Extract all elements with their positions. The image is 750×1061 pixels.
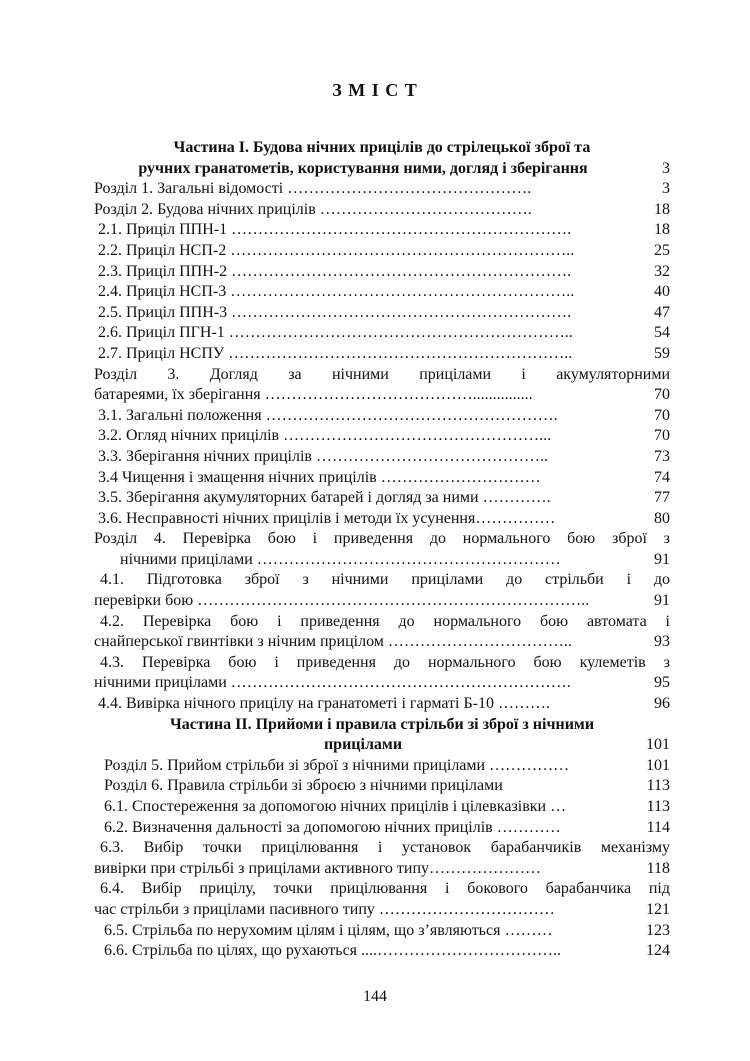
toc-entry-page: 101 <box>646 756 670 774</box>
toc-entry <box>94 220 670 241</box>
s64-page: 121 <box>646 900 670 918</box>
toc-entry-text: 3.2. Огляд нічних прицілів …………………………………………... <box>98 427 552 445</box>
toc-entry-page: 74 <box>654 468 670 486</box>
toc-entry-page: 25 <box>654 241 670 259</box>
toc-entry-text: 6.1. Спостереження за допомогою нічних прицілів і цілевказівки … <box>104 798 567 815</box>
s42-line1: 4.2. Перевірка бою і приведення до нормального бою автомата і <box>100 612 670 630</box>
toc-entry-page: 113 <box>646 777 670 795</box>
page-title: З М І С Т <box>332 80 418 100</box>
toc-entry-page: 77 <box>654 489 670 507</box>
toc-entry-text: 4.4. Вивірка нічного прицілу на гранатометі і гарматі Б-10 ………. <box>98 695 551 713</box>
toc-entry-page: 124 <box>646 942 670 960</box>
s63-line1: 6.3. Вибір точки прицілювання і установок барабанчиків механізму <box>100 839 670 857</box>
toc-entry-text: 6.6. Стрільба по цілях, що рухаються ....…………………………….. <box>104 942 562 960</box>
toc-entry <box>94 303 670 324</box>
toc-entry-text: 2.2. Приціл НСП-2 ……………………………………………………….. <box>98 241 575 259</box>
s43-text: нічними прицілами ………………………………………………………. <box>94 674 571 692</box>
toc-entry-text: Розділ 1. Загальні відомості ………………………………………. <box>94 180 532 198</box>
s43-line1: 4.3. Перевірка бою і приведення до нормального бою кулеметів з <box>100 653 670 671</box>
toc-entry-page: 73 <box>654 447 670 465</box>
toc-entry-page: 59 <box>654 344 670 362</box>
page-number: 144 <box>363 988 387 1005</box>
part2-heading-line1: Частина ІІ. Прийоми і правила стрільби зі зброї з нічними <box>169 715 595 733</box>
toc-entry <box>94 921 670 942</box>
toc-entry-page: 80 <box>654 509 670 527</box>
toc-entry <box>94 344 670 365</box>
toc-entry-text: Розділ 2. Будова нічних прицілів …………………………………. <box>94 200 532 218</box>
toc-entry <box>94 509 670 530</box>
toc-entry-text: 3.3. Зберігання нічних прицілів …………………………………….. <box>98 447 548 465</box>
s42-text: снайперської гвинтівки з нічним прицілом …………………………….. <box>94 633 572 651</box>
toc-entry-text: 2.6. Приціл ПГН-1 ……………………………………………………….. <box>98 324 573 342</box>
toc-entry <box>94 468 670 489</box>
toc-entry-text: 2.3. Приціл ППН-2 ………………………………………………………. <box>98 262 572 280</box>
toc-entry <box>94 488 670 509</box>
toc-entry <box>94 797 670 818</box>
part1-heading-line1: Частина І. Будова нічних прицілів до стрілецької зброї та <box>173 139 591 156</box>
toc-entry <box>94 941 670 962</box>
part2-page: 101 <box>646 736 670 754</box>
s41-line1: 4.1. Підготовка зброї з нічними прицілами до стрільби і до <box>100 571 670 589</box>
s64-line2 <box>94 900 670 921</box>
toc-entry-page: 32 <box>654 262 670 280</box>
toc-entry <box>94 262 670 283</box>
toc-entry-page: 40 <box>654 283 670 301</box>
s43-line2 <box>94 673 670 694</box>
toc-entry <box>94 426 670 447</box>
s43-page: 95 <box>654 674 670 692</box>
toc-entry <box>94 694 670 715</box>
toc-entry-text: 2.7. Приціл НСПУ ……………………………………………………….. <box>98 344 573 362</box>
toc-entry-page: 47 <box>654 303 670 321</box>
toc-entry <box>94 447 670 468</box>
s63-line2 <box>94 859 670 880</box>
s41-text: перевірки бою ……………………………………………………………….. <box>94 592 590 610</box>
toc-entry <box>94 282 670 303</box>
part1-heading-text: ручних гранатометів, користування ними, догляд і зберігання <box>138 159 588 177</box>
part1-page: 3 <box>662 159 670 177</box>
toc-entry-page: 113 <box>646 798 670 815</box>
section3-line2 <box>94 385 670 406</box>
toc-entry-text: 6.2. Визначення дальності за допомогою нічних прицілів ………… <box>104 818 561 836</box>
section4-line2 <box>94 550 670 571</box>
s63-page: 118 <box>646 859 670 877</box>
section3-page: 70 <box>654 386 670 404</box>
toc-entry <box>94 179 670 200</box>
toc-entry-text: 2.5. Приціл ППН-3 ………………………………………………………. <box>98 303 572 321</box>
section3-text: батареями, їх зберігання …………………………………............... <box>94 386 533 404</box>
toc-entry-page: 18 <box>654 200 670 218</box>
toc-entry-text: 3.1. Загальні положення ………………………………………………. <box>98 406 558 424</box>
s42-page: 93 <box>654 633 670 651</box>
part2-heading-line2 <box>94 735 670 756</box>
toc-entry-text: 3.6. Несправності нічних прицілів і методи їх усунення…………… <box>98 509 556 527</box>
toc-entry-text: Розділ 6. Правила стрільби зі зброєю з нічними прицілами <box>104 777 503 795</box>
toc-entry-page: 3 <box>662 180 670 198</box>
s41-page: 91 <box>654 592 670 610</box>
part2-heading-text: прицілами <box>323 736 403 754</box>
s64-text: час стрільби з прицілами пасивного типу …………………………… <box>94 900 555 918</box>
toc-entry-page: 70 <box>654 406 670 424</box>
toc-entry <box>94 406 670 427</box>
toc-entry-text: Розділ 5. Прийом стрільби зі зброї з нічними прицілами …………… <box>104 756 570 774</box>
toc-entry-page: 18 <box>654 221 670 239</box>
toc-entry-page: 70 <box>654 427 670 445</box>
toc-entry-page: 54 <box>654 324 670 342</box>
section4-text: нічними прицілами ………………………………………………… <box>120 550 561 568</box>
toc-entry-page: 123 <box>646 921 670 939</box>
s64-line1: 6.4. Вибір прицілу, точки прицілювання і бокового барабанчика під <box>100 880 670 898</box>
s42-line2 <box>94 632 670 653</box>
section4-line1: Розділ 4. Перевірка бою і приведення до нормального бою зброї з <box>94 530 670 548</box>
s41-line2 <box>94 591 670 612</box>
toc-entry-text: 3.5. Зберігання акумуляторних батарей і догляд за ними …………. <box>98 489 551 507</box>
toc-entry <box>94 200 670 221</box>
table-of-contents <box>94 138 670 962</box>
toc-entry <box>94 776 670 797</box>
section4-page: 91 <box>654 550 670 568</box>
toc-entry <box>94 241 670 262</box>
part1-heading-line2 <box>94 159 670 180</box>
toc-entry-page: 96 <box>654 695 670 713</box>
toc-entry-text: 2.4. Приціл НСП-3 ……………………………………………………….. <box>98 283 575 301</box>
toc-entry-text: 6.5. Стрільба по нерухомим цілям і цілям, що з’являються ……… <box>104 921 553 939</box>
toc-entry <box>94 818 670 839</box>
toc-entry-page: 114 <box>646 818 670 836</box>
toc-entry <box>94 756 670 777</box>
toc-entry <box>94 323 670 344</box>
toc-entry-text: 2.1. Приціл ППН-1 ………………………………………………………. <box>98 221 572 239</box>
s63-text: вивірки при стрільбі з прицілами активного типу………………… <box>94 859 542 877</box>
section3-line1: Розділ 3. Догляд за нічними прицілами і акумуляторними <box>94 365 670 383</box>
toc-entry-text: 3.4 Чищення і змащення нічних прицілів ………………………… <box>98 468 541 486</box>
